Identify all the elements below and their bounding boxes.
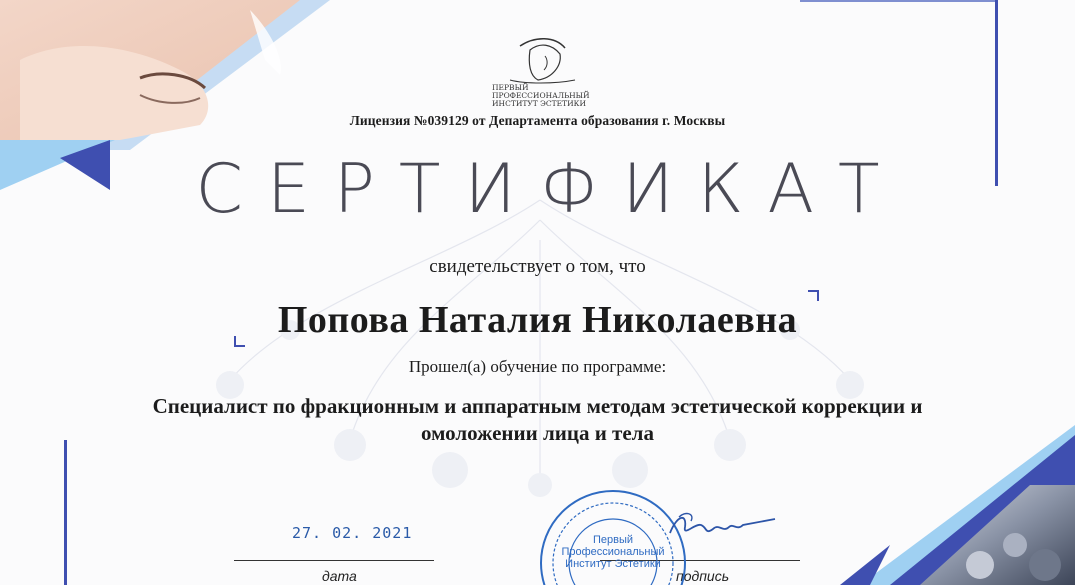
stamp-line-3: Институт Эстетики: [565, 558, 661, 570]
signature-label: подпись: [676, 568, 730, 584]
attests-text: свидетельствует о том, что: [429, 256, 646, 277]
program-line-1: Специалист по фракционным и аппаратным методам эстетической коррекции и: [152, 394, 923, 418]
certificate-title: СЕРТИФИКАТ: [195, 150, 904, 229]
bottom-right-decoration: [800, 425, 1075, 585]
date-line: [234, 560, 434, 561]
logo-line-3: ИНСТИТУТ ЭСТЕТИКИ: [492, 99, 587, 108]
left-accent-line: [64, 440, 67, 585]
top-right-line-h: [800, 0, 996, 2]
handwritten-signature: [665, 505, 785, 545]
stamp-line-2: Профессиональный: [561, 546, 665, 558]
program-line-2: омоложении лица и тела: [421, 421, 654, 445]
program-title: [0, 393, 1075, 447]
logo-line-1: ПЕРВЫЙ: [492, 83, 529, 92]
logo-line-2: ПРОФЕССИОНАЛЬНЫЙ: [492, 91, 590, 100]
recipient-name: Попова Наталия Николаевна: [277, 299, 798, 341]
trained-text: Прошел(а) обучение по программе:: [408, 357, 667, 376]
stamp-line-1: Первый: [592, 534, 634, 546]
date-value: 27. 02. 2021: [292, 524, 413, 542]
logo-emblem: [490, 36, 590, 86]
license-text: Лицензия №039129 от Департамента образования г. Москвы: [349, 113, 726, 128]
date-label: дата: [322, 568, 357, 584]
institute-logo: [490, 36, 590, 108]
